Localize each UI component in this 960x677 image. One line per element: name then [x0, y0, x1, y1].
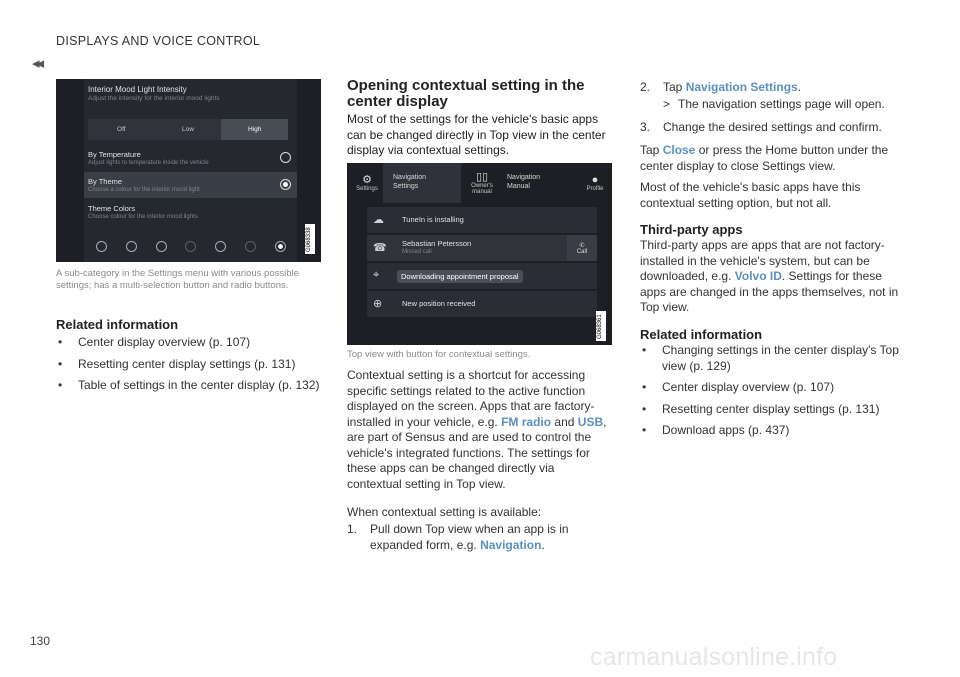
- result-arrow: >: [663, 97, 671, 111]
- missed-call-row[interactable]: ☎ Sebastian Petersson Missed call ✆ Call: [367, 235, 597, 261]
- row-title: Theme Colors: [88, 204, 136, 213]
- segment-off[interactable]: Off: [88, 119, 155, 140]
- related-info-heading: Related information: [640, 327, 763, 342]
- figure-code: G068361: [596, 311, 606, 341]
- mood-light-title: Interior Mood Light Intensity: [88, 85, 187, 94]
- paragraph-third-party: Third-party apps are apps that are not factory-installed in the vehicle's system, but can be downloaded, e.g. Volvo ID. Settings for these apps are changed in the apps themselves, not in Top view.: [640, 238, 899, 314]
- crosshair-icon: ⊕: [373, 298, 383, 310]
- row-subtitle: Choose a colour for the interior mood light: [88, 187, 200, 193]
- row-subtitle: Adjust lights to temperature inside the vehicle: [88, 160, 209, 166]
- owners-manual-button[interactable]: ▯▯ Owner's manual: [471, 171, 493, 195]
- related-info-list: [640, 343, 908, 445]
- related-info-list: [56, 335, 321, 400]
- gear-icon: ⚙: [362, 174, 372, 186]
- volvo-id-link[interactable]: Volvo ID: [734, 269, 782, 283]
- related-link[interactable]: • Resetting center display settings (p. 131): [56, 357, 321, 373]
- back-icon[interactable]: ◂◂: [32, 55, 42, 72]
- download-row[interactable]: ⌖ Downloading appointment proposal: [367, 263, 597, 289]
- segment-high[interactable]: High: [221, 119, 288, 140]
- section-heading: Opening contextual setting in the center display: [347, 77, 585, 110]
- step-1: Pull down Top view when an app is in expanded form, e.g. Navigation.: [370, 522, 569, 552]
- related-link[interactable]: • Changing settings in the center display's Top view (p. 129): [640, 343, 908, 374]
- step-3: Change the desired settings and confirm.: [663, 120, 882, 134]
- mood-light-subtitle: Adjust the intensity for the interior mood lights: [88, 95, 220, 102]
- user-icon: ●: [591, 174, 599, 186]
- color-option[interactable]: [245, 241, 256, 252]
- notification-row[interactable]: ☁ TuneIn is installing: [367, 207, 597, 233]
- step-number: 2.: [640, 80, 651, 94]
- by-theme-row[interactable]: [84, 172, 297, 198]
- color-option[interactable]: [156, 241, 167, 252]
- step-2-result: The navigation settings page will open.: [678, 97, 885, 111]
- call-button[interactable]: ✆ Call: [567, 235, 597, 261]
- intensity-segmented-control[interactable]: [88, 119, 288, 140]
- profile-button[interactable]: ● Profile: [586, 174, 604, 192]
- nav-manual-button[interactable]: Navigation Manual: [507, 174, 541, 190]
- row-title: By Theme: [88, 177, 123, 186]
- color-option[interactable]: [215, 241, 226, 252]
- usb-link[interactable]: USB: [577, 414, 604, 429]
- related-link[interactable]: • Center display overview (p. 107): [640, 380, 908, 396]
- related-link[interactable]: • Table of settings in the center display (p. 132): [56, 378, 321, 394]
- figure1-caption: A sub-category in the Settings menu with various possible settings; has a multi-selection button and radio buttons.: [56, 268, 299, 291]
- top-view-screenshot: [347, 163, 612, 345]
- settings-button[interactable]: ⚙ Settings: [356, 174, 378, 192]
- related-link[interactable]: • Center display overview (p. 107): [56, 335, 321, 351]
- related-info-heading: Related information: [56, 317, 179, 332]
- missed-call-icon: ☎: [373, 242, 387, 254]
- theme-colors-row[interactable]: [84, 199, 297, 225]
- row-title: By Temperature: [88, 150, 141, 159]
- theme-color-options[interactable]: [96, 241, 286, 252]
- fm-radio-link[interactable]: FM radio: [501, 414, 552, 429]
- position-row[interactable]: ⊕ New position received: [367, 291, 597, 317]
- color-option[interactable]: [126, 241, 137, 252]
- page-number: 130: [30, 634, 51, 648]
- nav-settings-button[interactable]: Navigation Settings: [393, 174, 427, 190]
- book-icon: ▯▯: [475, 171, 489, 183]
- paragraph-contextual: Contextual setting is a shortcut for accessing specific settings related to the active function displayed on the screen. Apps that are factory-installed in your vehicle, e.g. FM radio and USB, are part of Sensus and are used to control the vehicle's integrated functions. The settings for these apps can be changed directly via contextual setting in Top view.: [347, 368, 607, 491]
- phone-icon: ✆: [579, 242, 585, 249]
- download-cloud-icon: ☁: [373, 214, 384, 226]
- paragraph-most-apps: Most of the vehicle's basic apps have this contextual setting option, but not all.: [640, 180, 861, 210]
- by-temperature-row[interactable]: [84, 145, 297, 171]
- figure2-caption: Top view with button for contextual settings.: [347, 349, 531, 360]
- radio-button-selected[interactable]: [280, 179, 291, 190]
- figure-code: G068338: [305, 224, 315, 254]
- related-link[interactable]: • Resetting center display settings (p. 131): [640, 402, 908, 418]
- row-subtitle: Choose colour for the interior mood lights: [88, 214, 198, 220]
- segment-low[interactable]: Low: [155, 119, 222, 140]
- paragraph-available: When contextual setting is available:: [347, 505, 542, 519]
- third-party-heading: Third-party apps: [640, 222, 743, 237]
- navigation-link[interactable]: Navigation: [480, 537, 542, 552]
- watermark: carmanualsonline.info: [590, 643, 838, 671]
- paragraph-close: Tap Close or press the Home button under the center display to close Settings view.: [640, 143, 889, 173]
- map-icon: ⌖: [373, 269, 380, 281]
- section-intro: Most of the settings for the vehicle's basic apps can be changed directly in Top view in the center display via contextual settings.: [347, 112, 606, 157]
- step-number: 3.: [640, 120, 651, 134]
- step-2: Tap Navigation Settings.: [663, 80, 802, 94]
- section-header: DISPLAYS AND VOICE CONTROL: [56, 34, 261, 48]
- mood-light-screenshot: [56, 79, 321, 262]
- navigation-settings-link[interactable]: Navigation Settings: [685, 80, 798, 94]
- color-option[interactable]: [96, 241, 107, 252]
- step-number: 1.: [347, 522, 358, 536]
- color-option-selected[interactable]: [275, 241, 286, 252]
- color-option[interactable]: [185, 241, 196, 252]
- radio-button[interactable]: [280, 152, 291, 163]
- related-link[interactable]: • Download apps (p. 437): [640, 423, 908, 439]
- close-link[interactable]: Close: [662, 143, 696, 157]
